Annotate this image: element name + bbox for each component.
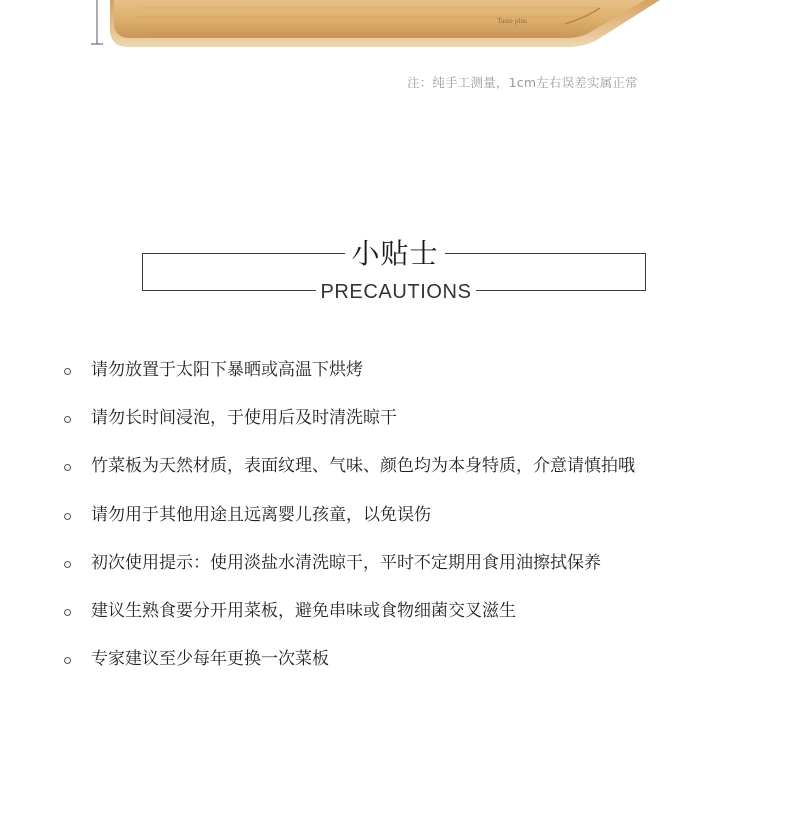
list-item: [0, 548, 790, 596]
tip-text: 竹菜板为天然材质，表面纹理、气味、颜色均为本身特质，介意请慎拍哦: [91, 456, 635, 477]
bullet-icon: [64, 657, 71, 664]
list-item: [0, 644, 790, 692]
bullet-icon: [64, 368, 71, 375]
list-item: [0, 403, 790, 451]
list-item: [0, 596, 790, 644]
bullet-icon: [64, 416, 71, 423]
bullet-icon: [64, 513, 71, 520]
tip-text: 建议生熟食要分开用菜板，避免串味或食物细菌交叉滋生: [91, 600, 516, 621]
tip-text: 请勿长时间浸泡，于使用后及时清洗晾干: [91, 408, 397, 429]
tip-text: 请勿放置于太阳下暴晒或高温下烘烤: [91, 360, 363, 380]
bullet-icon: [64, 561, 71, 568]
bullet-icon: [64, 464, 71, 471]
section-title-en: PRECAUTIONS: [316, 279, 476, 305]
measurement-note: 注：纯手工测量，1cm左右误差实属正常: [407, 75, 638, 90]
list-item: [0, 451, 790, 499]
tip-text: 初次使用提示：使用淡盐水清洗晾干，平时不定期用食用油擦拭保养: [91, 552, 601, 573]
tip-text: 专家建议至少每年更换一次菜板: [91, 649, 329, 670]
list-item: [0, 355, 790, 403]
list-item: [0, 500, 790, 548]
cutting-board-image: [0, 0, 790, 60]
board-brand-mark: Taste plus: [497, 16, 528, 25]
product-image: [0, 0, 790, 60]
tip-text: 请勿用于其他用途且远离婴儿孩童，以免误伤: [91, 504, 431, 525]
bullet-icon: [64, 609, 71, 616]
section-title-cn: 小贴士: [345, 234, 445, 274]
precautions-list: [0, 355, 790, 692]
